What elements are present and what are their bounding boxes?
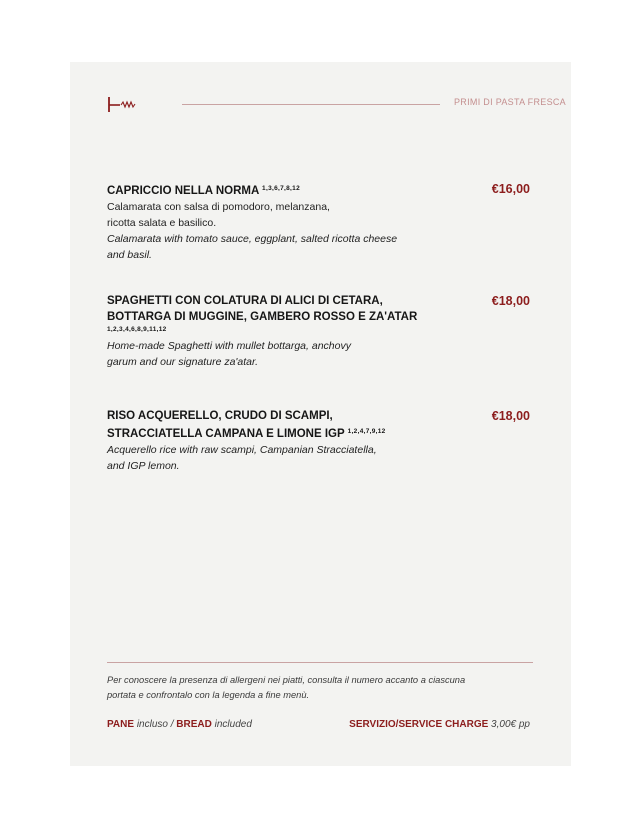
bread-text-it: incluso / (134, 719, 177, 730)
menu-item-riso (107, 408, 533, 474)
bread-text-en: included (211, 719, 252, 730)
dish-name-line: BOTTARGA DI MUGGINE, GAMBERO ROSSO E ZA'ATAR (107, 311, 418, 323)
dish-name-text: STRACCIATELLA CAMPANA E LIMONE IGP (107, 428, 345, 440)
dish-name-line: SPAGHETTI CON COLATURA DI ALICI DI CETARA, (107, 295, 383, 307)
description-line: Acquerello rice with raw scampi, Campanian Stracciatella, (107, 444, 377, 456)
dish-name (107, 408, 467, 442)
bread-info (107, 719, 252, 730)
footer-row (107, 719, 533, 733)
dish-description-en (107, 442, 467, 474)
header-divider (182, 104, 440, 105)
allergen-codes: 1,2,3,4,6,8,9,11,12 (107, 326, 167, 333)
allergen-note (107, 673, 537, 703)
allergen-note-line: Per conoscere la presenza di allergeni nei piatti, consulta il numero accanto a ciascuna (107, 675, 466, 685)
dish-description-en (107, 231, 467, 263)
allergen-codes: 1,3,6,7,8,12 (262, 185, 300, 192)
menu-item-spaghetti (107, 293, 533, 370)
footer-divider (107, 662, 533, 663)
dish-name-line (107, 424, 467, 442)
description-line: garum and our signature za'atar. (107, 356, 259, 368)
dish-price: €16,00 (491, 182, 530, 196)
dish-name (107, 293, 467, 325)
dish-description-en (107, 338, 467, 370)
description-line: and IGP lemon. (107, 460, 180, 472)
allergen-codes: 1,2,4,7,9,12 (347, 428, 386, 435)
menu-item-capriccio (107, 181, 533, 263)
service-charge-value: 3,00€ pp (488, 719, 530, 730)
menu-page (70, 62, 571, 766)
wine-opener-logo-icon (107, 94, 141, 114)
dish-name (107, 181, 447, 199)
description-line: Home-made Spaghetti with mullet bottarga, anchovy (107, 340, 351, 352)
service-charge-label: SERVIZIO/SERVICE CHARGE (349, 719, 489, 730)
allergen-note-line: portata e confrontalo con la legenda a fine menù. (107, 690, 310, 700)
description-line: Calamarata with tomato sauce, eggplant, salted ricotta cheese (107, 233, 398, 245)
description-line: and basil. (107, 249, 152, 261)
bread-label-it: PANE (107, 719, 135, 730)
dish-price: €18,00 (491, 409, 530, 423)
description-line: Calamarata con salsa di pomodoro, melanzana, (107, 201, 330, 213)
bread-label-en: BREAD (176, 719, 212, 730)
section-title: PRIMI DI PASTA FRESCA (454, 97, 566, 107)
service-charge (349, 719, 530, 730)
dish-name-text: CAPRICCIO NELLA NORMA (107, 185, 259, 197)
dish-description-it (107, 199, 467, 231)
dish-name-line: RISO ACQUERELLO, CRUDO DI SCAMPI, (107, 410, 333, 422)
dish-price: €18,00 (491, 294, 530, 308)
menu-header (107, 94, 566, 114)
description-line: ricotta salata e basilico. (107, 217, 217, 229)
